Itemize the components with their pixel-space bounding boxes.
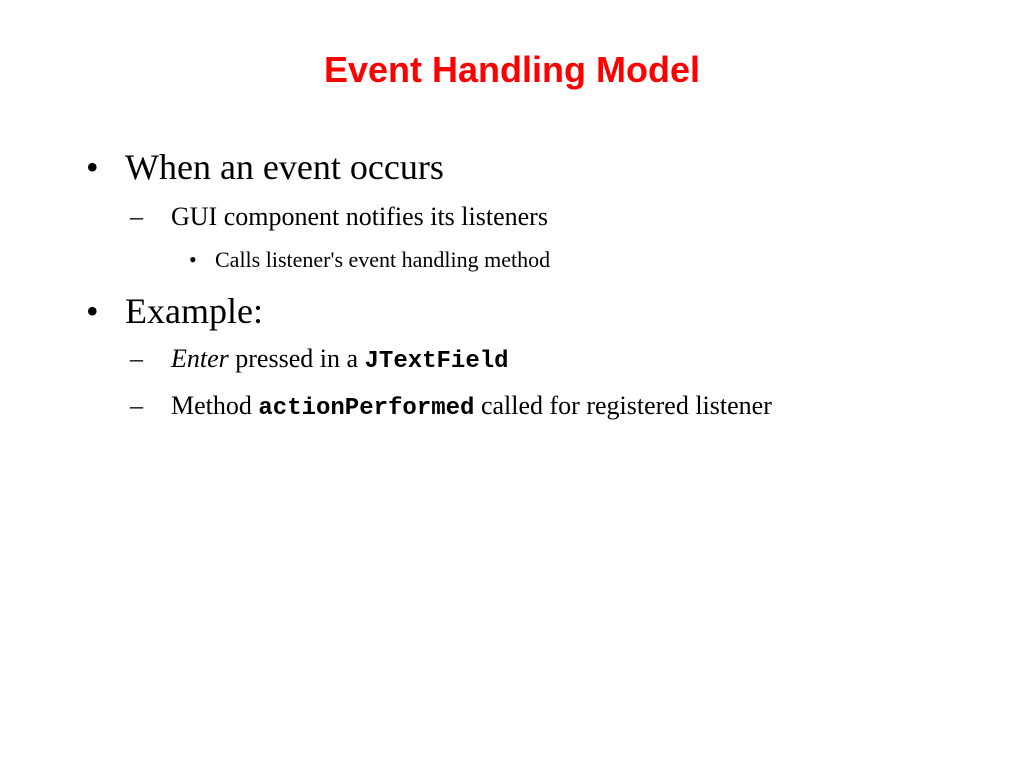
class-name-code: JTextField: [364, 348, 509, 375]
dash-marker: –: [130, 344, 143, 373]
sub-bullet-item: GUI component notifies its listeners: [171, 202, 548, 231]
plain-text: pressed in a: [228, 344, 365, 373]
bullet-item: When an event occurs: [125, 147, 444, 187]
dash-marker: –: [130, 391, 143, 420]
plain-text: called for registered listener: [474, 391, 772, 420]
sub-sub-bullet-item: Calls listener's event handling method: [215, 247, 551, 272]
bullet-marker: •: [86, 291, 99, 331]
sub-bullet-item: [171, 390, 772, 425]
method-name-code: actionPerformed: [258, 395, 475, 422]
key-name-text: Enter: [171, 344, 229, 373]
bullet-marker: •: [189, 247, 197, 272]
sub-bullet-item: [171, 343, 509, 378]
plain-text: Method: [171, 391, 259, 420]
bullet-item: Example:: [125, 291, 263, 331]
dash-marker: –: [130, 202, 143, 231]
bullet-marker: •: [86, 147, 99, 187]
slide-title: Event Handling Model: [323, 49, 700, 90]
